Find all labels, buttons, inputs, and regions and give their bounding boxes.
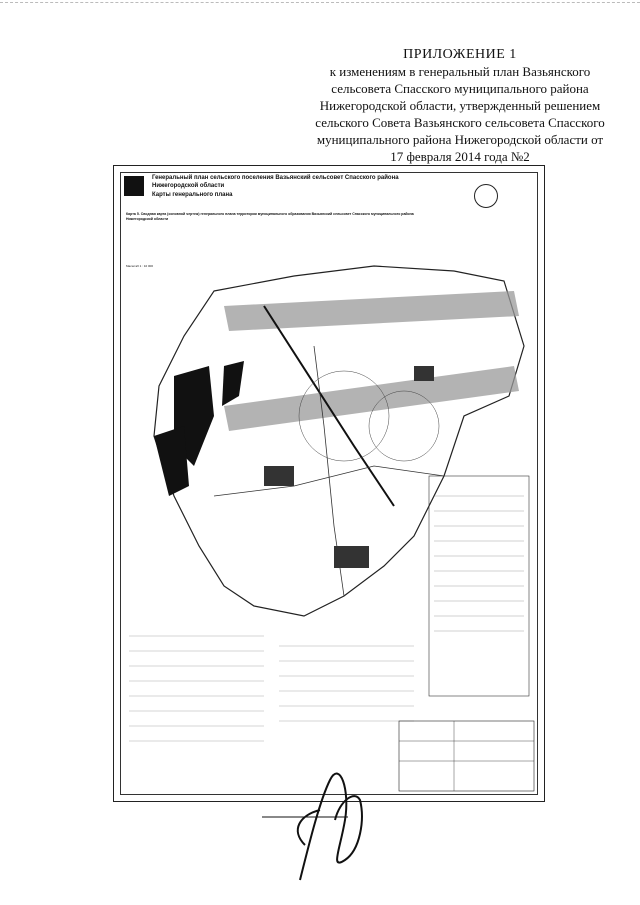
map-drawing	[114, 166, 544, 801]
sheet-subtitle: Карты генерального плана	[152, 192, 233, 198]
header-line: Нижегородской области, утвержденный решением	[319, 98, 601, 113]
road-line	[214, 466, 444, 496]
map-caption: Карта 5. Сводная карта (основной чертеж) генерального плана территории муниципального образования Вазьянский сельсовет Спасского муниципального района Нижегородской области	[126, 212, 414, 221]
header-line: муниципального района Нижегородской области от	[316, 132, 604, 147]
lower-legend	[129, 636, 414, 741]
general-plan-map-sheet	[113, 165, 545, 802]
forest-area	[154, 426, 189, 496]
title-block	[399, 721, 534, 791]
forest-area	[222, 361, 244, 406]
settlement-area	[334, 546, 369, 568]
sheet-title: Генеральный план сельского поселения Вазьянский сельсовет Спасского района Нижегородской области	[152, 175, 399, 189]
header-line: к изменениям в генеральный план Вазьянского	[329, 64, 591, 79]
settlement-area	[414, 366, 434, 381]
appendix-title: ПРИЛОЖЕНИЕ 1	[403, 47, 517, 62]
legend-lines	[434, 496, 524, 631]
header-line: 17 февраля 2014 года №2	[390, 149, 530, 164]
map-scale: Масштаб 1 : 10 000	[126, 264, 154, 268]
top-dashed-line	[0, 2, 640, 3]
header-line: сельского Совета Вазьянского сельсовета Спасского	[315, 115, 605, 130]
header-line: сельсовета Спасского муниципального района	[331, 81, 589, 96]
settlement-area	[264, 466, 294, 486]
appendix-header	[290, 46, 630, 165]
corridor-zone	[224, 366, 519, 431]
